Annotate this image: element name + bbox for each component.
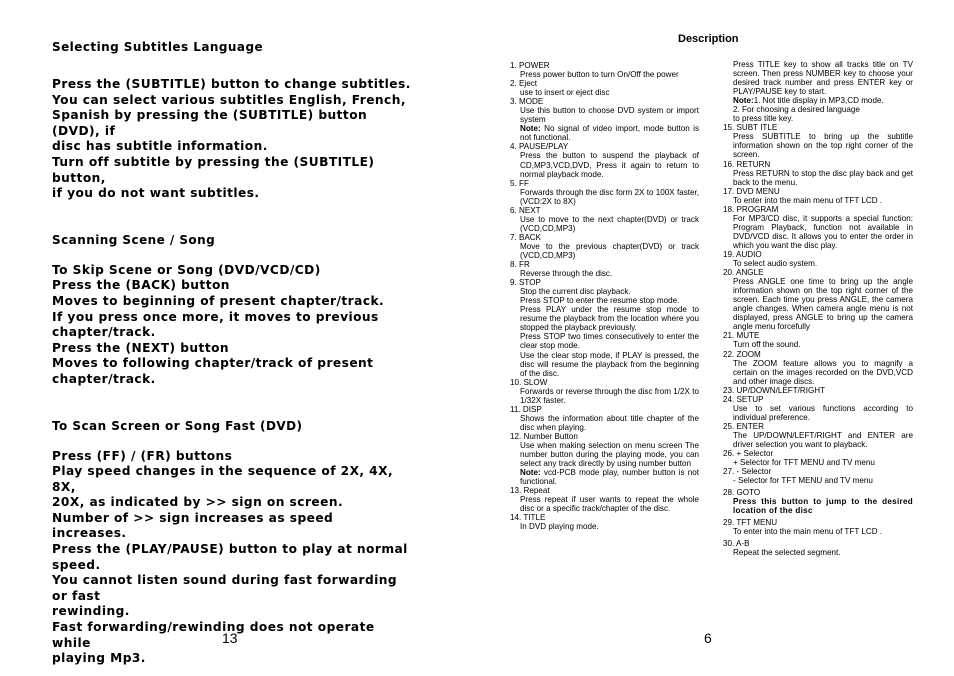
item-desc: In DVD playing mode. <box>520 522 599 532</box>
text-line: You can select various subtitles English, French, <box>52 92 406 107</box>
list-item <box>510 61 699 79</box>
note-text: vcd-PCB mode play, number button is not functional. <box>520 468 699 487</box>
text-line: chapter/track. <box>52 325 156 340</box>
text-line: playing Mp3. <box>52 651 146 666</box>
text-line: rewinding. <box>52 604 130 619</box>
list-item <box>723 539 913 557</box>
item-title: 23. UP/DOWN/LEFT/RIGHT <box>723 385 826 395</box>
note-text: 1. Not title display in MP3,CD mode. 2. For choosing a desired language to press title key. <box>733 96 884 124</box>
item-desc: Press SUBTITLE to bring up the subtitle information shown on the top right corner of the screen. <box>733 132 913 160</box>
item-desc: Use to move to the next chapter(DVD) or track (VCD,CD,MP3) <box>520 214 699 233</box>
item-title: 9. STOP <box>510 278 541 288</box>
section-heading-scanning: Scanning Scene / Song <box>52 232 216 247</box>
list-item <box>510 378 699 405</box>
text-line: 20X, as indicated by >> sign on screen. <box>52 495 344 510</box>
item-title: 4. PAUSE/PLAY <box>510 142 569 152</box>
list-item <box>510 513 699 531</box>
item-desc: Turn off the sound. <box>733 340 801 350</box>
list-item <box>723 488 913 515</box>
list-item <box>510 179 699 206</box>
item-title: 6. NEXT <box>510 205 541 215</box>
item-desc: Press RETURN to stop the disc play back and get back to the menu. <box>733 168 913 187</box>
text-line: disc has subtitle information. <box>52 139 268 154</box>
item-title: 26. + Selector <box>723 449 774 459</box>
item-title: 5. FF <box>510 178 529 188</box>
list-item <box>723 467 913 485</box>
item-title: 28. GOTO <box>723 488 761 498</box>
item-title: 12. Number Button <box>510 431 578 441</box>
text-line: You cannot listen sound during fast forwarding or fast <box>52 573 398 603</box>
page-title: Description <box>678 33 739 45</box>
list-item <box>723 268 913 331</box>
item-title: 29. TFT MENU <box>723 518 778 528</box>
list-item <box>723 386 913 395</box>
description-column-2 <box>723 60 913 558</box>
list-item <box>723 250 913 268</box>
section-heading-subtitles: Selecting Subtitles Language <box>52 40 264 54</box>
item-desc: - Selector for TFT MENU and TV menu <box>733 476 873 486</box>
item-title: 2. Eject <box>510 79 537 89</box>
item-desc: Use to set various functions according to individual preference. <box>733 403 913 422</box>
list-item <box>723 331 913 349</box>
list-item <box>723 60 913 123</box>
page-number-left: 13 <box>222 630 238 646</box>
text-line: If you press once more, it moves to previous <box>52 309 379 324</box>
list-item <box>510 97 699 142</box>
text-line: Press the (NEXT) button <box>52 340 230 355</box>
list-item <box>723 422 913 449</box>
item-desc: For MP3/CD disc, it supports a special function: Program Playback, function not available in DVD/VCD disc. It allows you to enter the order in which you want the disc play. <box>733 213 913 250</box>
item-desc: use to insert or eject disc <box>520 88 610 98</box>
item-desc: The UP/DOWN/LEFT/RIGHT and ENTER are driver selection you want to playback. <box>733 430 913 449</box>
text-line: Press (FF) / (FR) buttons <box>52 448 233 463</box>
list-item <box>723 350 913 386</box>
list-item <box>510 405 699 432</box>
text-line: Press the (SUBTITLE) button to change subtitles. <box>52 77 411 91</box>
list-item <box>510 486 699 513</box>
item-title: 21. MUTE <box>723 331 760 341</box>
list-item <box>723 187 913 205</box>
item-desc: To enter into the main menu of TFT LCD . <box>733 195 883 205</box>
note-label: Note: <box>733 96 754 106</box>
item-title: 11. DISP <box>510 404 542 414</box>
item-title: 13. Repeat <box>510 486 550 496</box>
text-line: Moves to following chapter/track of present <box>52 356 374 371</box>
left-page <box>52 40 412 667</box>
text-line: Press the (PLAY/PAUSE) button to play at normal <box>52 542 408 557</box>
list-item <box>510 278 699 378</box>
item-desc: Press ANGLE one time to bring up the angle information shown on the top right corner of the screen. Each time you press ANGLE, the camera angle changes. When camera angle menu is not displayed, press ANGLE to bring up the camera angle menu forcefully <box>733 277 913 332</box>
item-title: 30. A-B <box>723 539 750 549</box>
item-note <box>520 124 699 142</box>
item-desc: To enter into the main menu of TFT LCD . <box>733 527 883 537</box>
description-column-1 <box>510 61 699 531</box>
list-item <box>723 395 913 422</box>
item-title: 1. POWER <box>510 61 550 70</box>
note-text: No signal of video import, mode button is not functional. <box>520 124 699 143</box>
list-item <box>723 518 913 536</box>
item-title: 10. SLOW <box>510 377 548 387</box>
list-item <box>723 123 913 159</box>
list-item <box>723 205 913 250</box>
item-title: 8. FR <box>510 260 530 270</box>
list-item <box>510 206 699 233</box>
item-note <box>520 468 699 486</box>
item-desc: Press TITLE key to show all tracks title on TV screen. Then press NUMBER key to choose your desired track number and press ENTER key or PLAY/PAUSE key to start. <box>733 60 913 97</box>
item-title: 18. PROGRAM <box>723 204 779 214</box>
page-number-right: 6 <box>704 630 712 646</box>
section-heading-scan-fast: To Scan Screen or Song Fast (DVD) <box>52 418 303 433</box>
item-title: 17. DVD MENU <box>723 186 780 196</box>
item-desc: Forwards or reverse through the disc from 1/2X to 1/32X faster. <box>520 386 699 405</box>
item-desc: + Selector for TFT MENU and TV menu <box>733 458 875 468</box>
item-title: 15. SUBT ITLE <box>723 123 778 133</box>
list-item <box>510 142 699 178</box>
list-item <box>510 260 699 278</box>
item-desc: Press this button to jump to the desired location of the disc <box>733 497 913 516</box>
item-title: 25. ENTER <box>723 421 764 431</box>
text-line: To Skip Scene or Song (DVD/VCD/CD) <box>52 262 321 277</box>
text-line: chapter/track. <box>52 371 156 386</box>
text-line: Fast forwarding/rewinding does not operate while <box>52 620 375 650</box>
item-title: 7. BACK <box>510 232 542 242</box>
item-desc: Forwards through the disc form 2X to 100X faster,(VCD:2X to 8X) <box>520 187 699 206</box>
list-item <box>723 160 913 187</box>
item-desc: Press power button to turn On/Off the power <box>520 70 679 80</box>
text-line: Spanish by pressing the (SUBTITLE) button (DVD), if <box>52 108 368 138</box>
item-desc: Shows the information about title chapter of the disc when playing. <box>520 413 699 432</box>
text-line: if you do not want subtitles. <box>52 186 260 201</box>
item-title: 20. ANGLE <box>723 268 764 278</box>
text-line: Play speed changes in the sequence of 2X, 4X, 8X, <box>52 464 394 494</box>
item-desc: Use when making selection on menu screen The number button during the playing mode, you can select any track directly by using number button <box>520 440 699 469</box>
item-title: 3. MODE <box>510 97 544 107</box>
note-label: Note: <box>520 124 541 134</box>
text-line: Number of >> sign increases as speed increases. <box>52 510 334 541</box>
list-item <box>510 79 699 97</box>
item-title: 19. AUDIO <box>723 249 762 259</box>
item-desc: Stop the current disc playback. Press STOP to enter the resume stop mode. Press PLAY under the resume stop mode to resume the playback from the location where you stopped the playback previously. Press STOP two times consecutively to enter the clear stop mode. Use the clear stop mode, if PLAY is pressed, the disc will resume the playback from the beginning of the disc. <box>520 287 699 378</box>
list-item <box>510 432 699 486</box>
text-line: Turn off subtitle by pressing the (SUBTITLE) button, <box>52 154 375 185</box>
item-title: 24. SETUP <box>723 394 764 404</box>
item-title: 16. RETURN <box>723 159 771 169</box>
item-desc: Move to the previous chapter(DVD) or track (VCD,CD,MP3) <box>520 241 699 260</box>
item-note <box>733 96 913 123</box>
item-desc: Use this button to choose DVD system or import system <box>520 106 699 125</box>
item-desc: To select audio system. <box>733 259 818 269</box>
text-line: Moves to beginning of present chapter/track. <box>52 293 385 308</box>
item-desc: Reverse through the disc. <box>520 269 613 279</box>
item-desc: Press the button to suspend the playback of CD,MP3,VCD,DVD, Press it again to return to normal playback mode. <box>520 151 699 179</box>
item-title: 27. - Selector <box>723 467 772 477</box>
list-item <box>510 233 699 260</box>
item-desc: Press repeat if user wants to repeat the whole disc or a specific track/chapter of the disc. <box>520 495 699 514</box>
note-label: Note: <box>520 468 541 478</box>
item-desc: Repeat the selected segment. <box>733 548 841 558</box>
text-line: speed. <box>52 557 101 572</box>
list-item <box>723 449 913 467</box>
item-title: 14. TITLE <box>510 513 546 523</box>
item-title: 22. ZOOM <box>723 349 761 359</box>
item-desc: The ZOOM feature allows you to magnify a certain on the images recorded on the DVD,VCD and other image discs. <box>733 358 913 386</box>
text-line: Press the (BACK) button <box>52 278 230 293</box>
